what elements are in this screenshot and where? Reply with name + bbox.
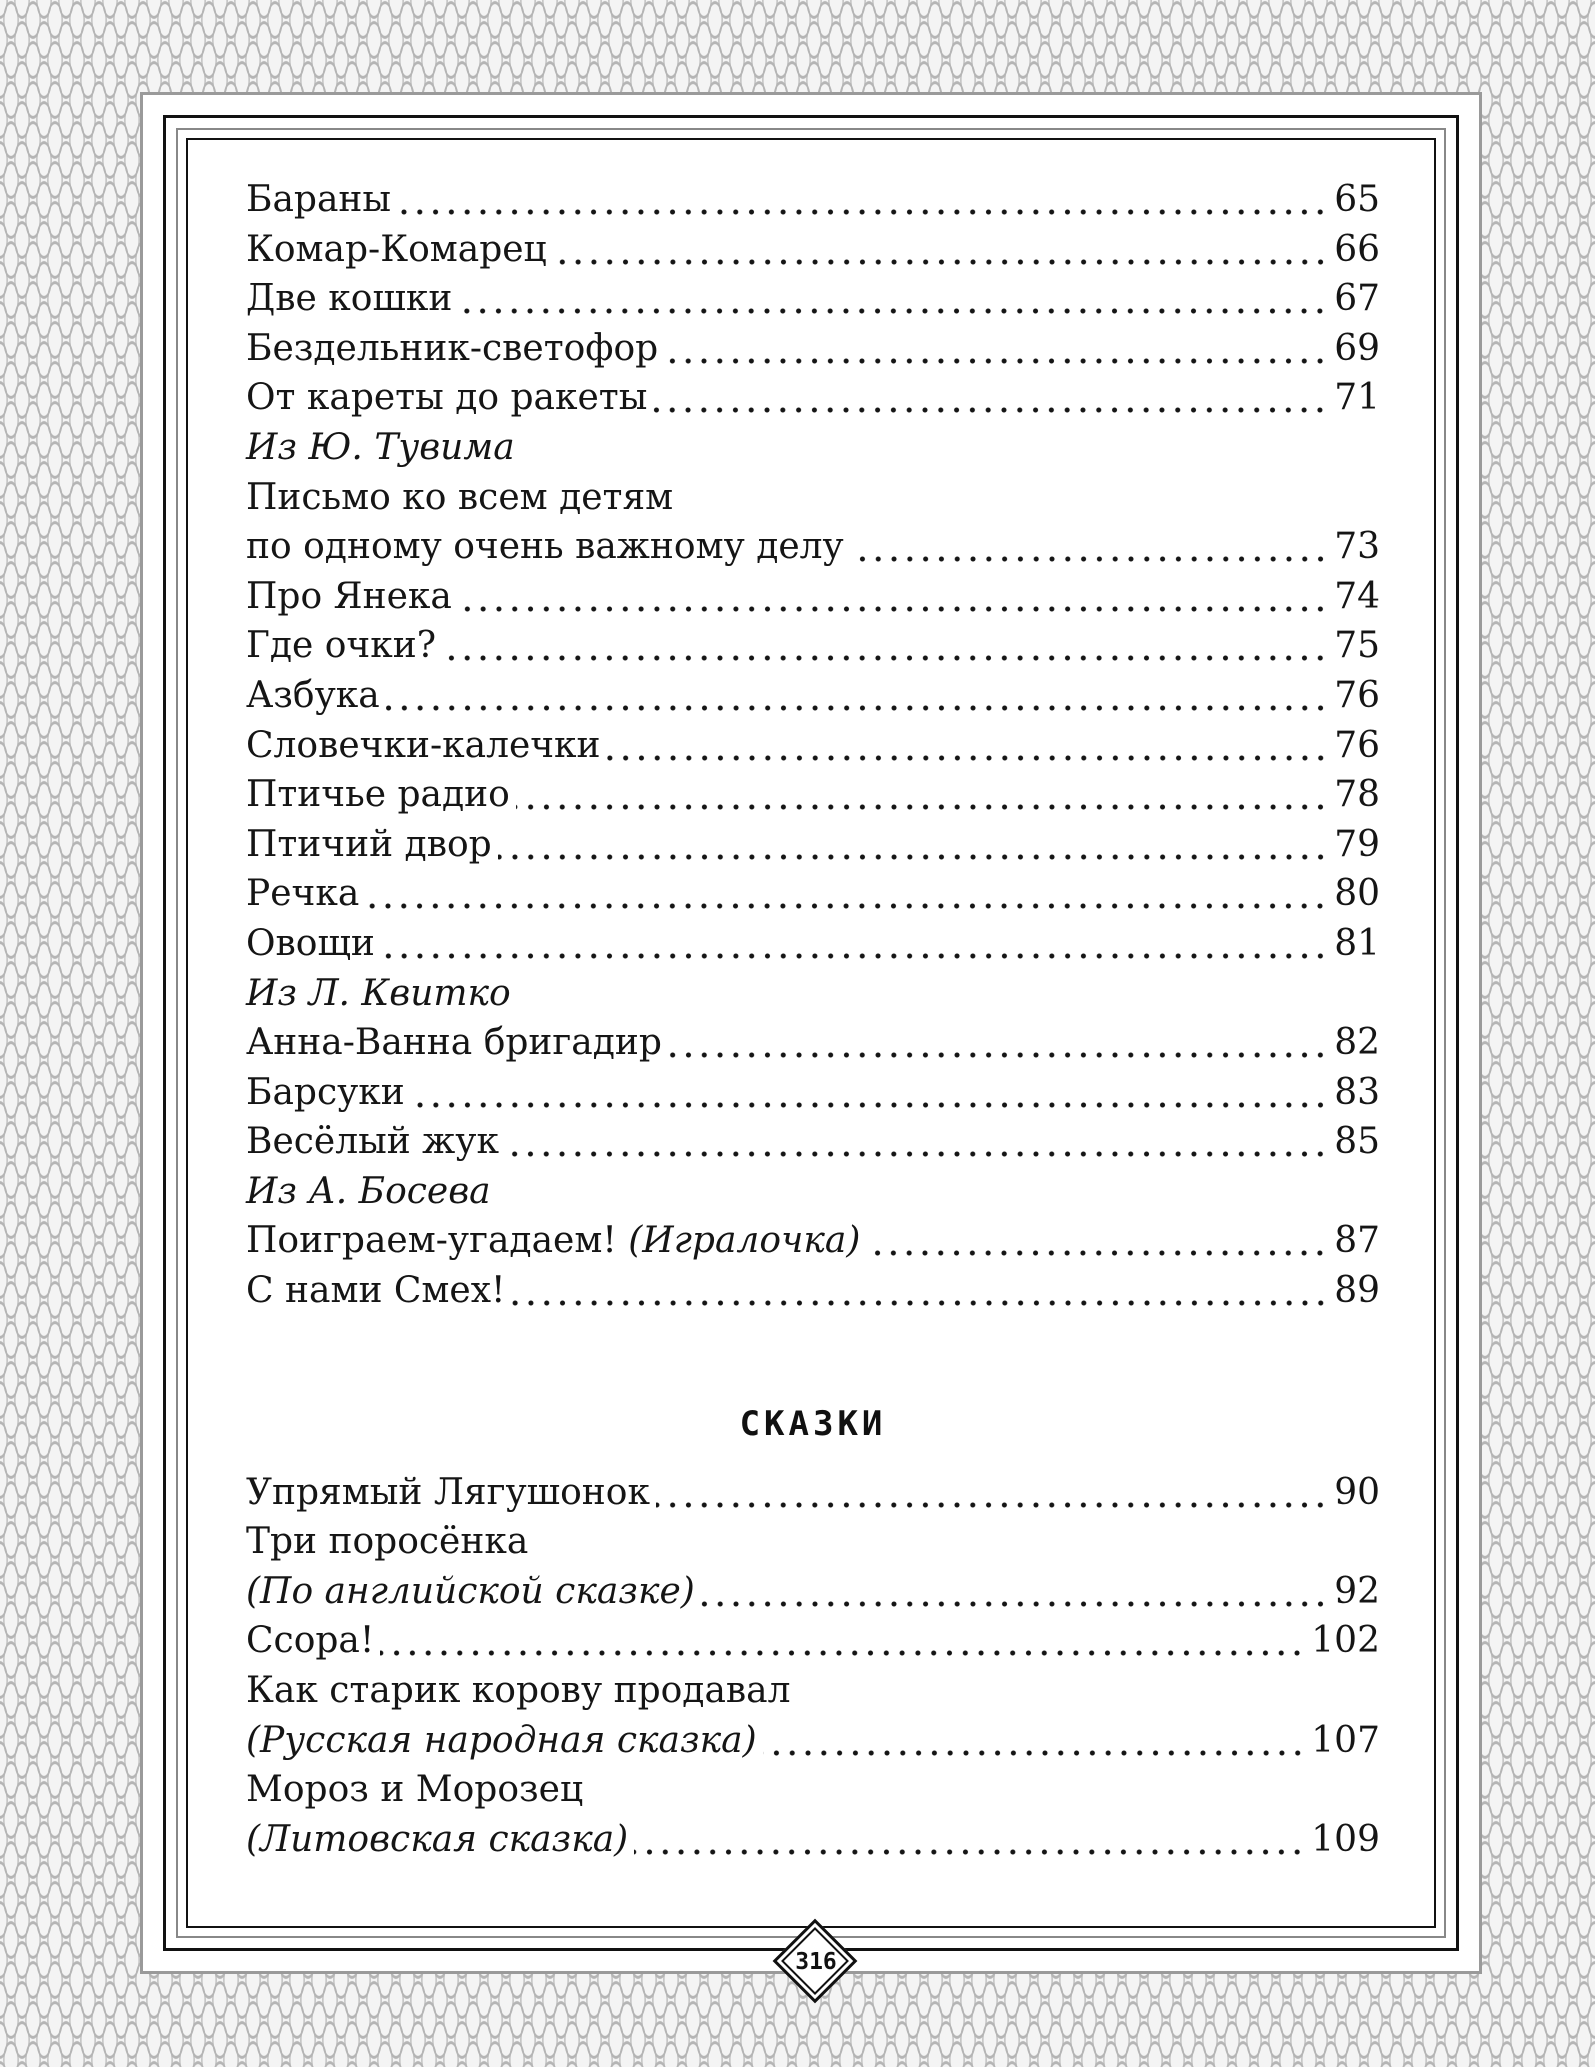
dot-leader — [397, 175, 1328, 225]
dot-leader — [664, 324, 1328, 374]
toc-page-number: 81 — [1334, 922, 1380, 964]
toc-entry — [246, 919, 1380, 969]
dot-leader — [516, 770, 1328, 820]
dot-leader — [701, 1567, 1328, 1617]
toc-entry-title: Птичий двор — [246, 823, 492, 865]
dot-leader — [381, 919, 1328, 969]
toc-author-heading — [246, 1167, 1380, 1217]
toc-page-number: 85 — [1334, 1121, 1380, 1163]
toc-author-heading — [246, 969, 1380, 1019]
dot-leader — [553, 225, 1328, 275]
toc-page-number: 76 — [1334, 724, 1380, 766]
dot-leader — [380, 1616, 1305, 1666]
dot-leader — [458, 572, 1328, 622]
table-of-contents — [246, 175, 1380, 1864]
toc-part-poems — [246, 175, 1380, 1316]
toc-entry-title: Из Л. Квитко — [246, 972, 511, 1014]
toc-page-number: 87 — [1334, 1220, 1380, 1262]
toc-entry-title: С нами Смех! — [246, 1270, 506, 1312]
toc-page-number: 107 — [1311, 1719, 1380, 1761]
toc-entry — [246, 522, 1380, 572]
toc-entry — [246, 324, 1380, 374]
toc-page-number: 71 — [1334, 377, 1380, 419]
toc-page-number: 82 — [1334, 1022, 1380, 1064]
toc-page-number: 80 — [1334, 873, 1380, 915]
toc-entry — [246, 1068, 1380, 1118]
dot-leader — [607, 721, 1329, 771]
toc-author-heading — [246, 423, 1380, 473]
toc-entry-title: Из А. Босева — [246, 1170, 491, 1212]
toc-page-number: 83 — [1334, 1071, 1380, 1113]
dot-leader — [505, 1117, 1328, 1167]
page-number: 316 — [795, 1949, 837, 1975]
toc-entry — [246, 721, 1380, 771]
toc-entry — [246, 274, 1380, 324]
toc-page-number: 102 — [1311, 1620, 1380, 1662]
toc-entry — [246, 572, 1380, 622]
toc-entry — [246, 770, 1380, 820]
toc-page-number: 78 — [1334, 774, 1380, 816]
page-number-badge — [771, 1917, 861, 2007]
toc-page-number: 73 — [1334, 526, 1380, 568]
toc-entry-title: Речка — [246, 873, 360, 915]
toc-entry — [246, 869, 1380, 919]
toc-entry-title: Как старик корову продавал — [246, 1670, 791, 1712]
toc-page-number: 92 — [1334, 1570, 1380, 1612]
toc-entry — [246, 1266, 1380, 1316]
toc-entry-title: От кареты до ракеты — [246, 377, 648, 419]
toc-entry — [246, 1666, 1380, 1716]
toc-entry-title: Комар-Комарец — [246, 228, 547, 270]
toc-entry-title: Из Ю. Тувима — [246, 426, 515, 468]
toc-entry-title: Бездельник-светофор — [246, 327, 659, 369]
toc-entry — [246, 1765, 1380, 1815]
toc-entry-title: Весёлый жук — [246, 1121, 499, 1163]
toc-page-number: 65 — [1334, 179, 1380, 220]
toc-entry-title: Ссора! — [246, 1620, 375, 1662]
toc-entry-subtitle: (Игралочка) — [628, 1220, 861, 1262]
toc-entry — [246, 473, 1380, 523]
section-title: СКАЗКИ — [739, 1403, 887, 1444]
toc-entry-title: Где очки? — [246, 625, 437, 667]
toc-page-number: 75 — [1334, 625, 1380, 667]
toc-page-number: 66 — [1334, 228, 1380, 270]
dot-leader — [512, 1266, 1329, 1316]
toc-entry — [246, 1815, 1380, 1865]
toc-entry-title: Три поросёнка — [246, 1521, 529, 1563]
toc-page-number: 79 — [1334, 823, 1380, 865]
toc-entry-title: Две кошки — [246, 278, 453, 320]
toc-entry-title: (Литовская сказка) — [246, 1818, 629, 1860]
toc-entry-title: Словечки-калечки — [246, 724, 601, 766]
toc-entry — [246, 225, 1380, 275]
toc-entry-title: Мороз и Морозец — [246, 1769, 584, 1811]
dot-leader — [458, 274, 1328, 324]
dot-leader — [365, 869, 1328, 919]
toc-entry-title: Барсуки — [246, 1071, 405, 1113]
toc-entry — [246, 1117, 1380, 1167]
toc-entry — [246, 1018, 1380, 1068]
toc-entry-title: Овощи — [246, 922, 375, 964]
toc-entry — [246, 1216, 1380, 1266]
dot-leader — [411, 1068, 1328, 1118]
toc-entry — [246, 1616, 1380, 1666]
toc-page-number: 109 — [1311, 1818, 1380, 1860]
toc-entry — [246, 1567, 1380, 1617]
toc-page-number: 74 — [1334, 575, 1380, 617]
dot-leader — [850, 522, 1328, 572]
toc-entry-title: Письмо ко всем детям — [246, 476, 674, 518]
toc-entry — [246, 1716, 1380, 1766]
toc-entry-title: (Русская народная сказка) — [246, 1719, 757, 1761]
dot-leader — [442, 621, 1328, 671]
toc-entry — [246, 820, 1380, 870]
dot-leader — [386, 671, 1328, 721]
toc-entry — [246, 175, 1380, 225]
toc-entry — [246, 671, 1380, 721]
dot-leader — [634, 1815, 1305, 1865]
toc-entry — [246, 621, 1380, 671]
toc-entry — [246, 373, 1380, 423]
toc-page-number: 76 — [1334, 674, 1380, 716]
toc-entry-title: Поиграем-угадаем! (Игралочка) — [246, 1220, 861, 1262]
dot-leader — [763, 1716, 1306, 1766]
toc-page-number: 90 — [1334, 1471, 1380, 1513]
toc-page-number: 67 — [1334, 278, 1380, 320]
toc-entry — [246, 1468, 1380, 1518]
dot-leader — [498, 820, 1328, 870]
dot-leader — [656, 1468, 1328, 1518]
toc-entry-title: Азбука — [246, 674, 380, 716]
toc-entry — [246, 1517, 1380, 1567]
toc-part-tales — [246, 1468, 1380, 1865]
toc-entry-title: Бараны — [246, 179, 392, 220]
toc-page-number: 69 — [1334, 327, 1380, 369]
dot-leader — [653, 373, 1328, 423]
toc-page-number: 89 — [1334, 1270, 1380, 1312]
toc-entry-title: Птичье радио — [246, 774, 510, 816]
toc-entry-title: Анна-Ванна бригадир — [246, 1022, 662, 1064]
toc-entry-title: по одному очень важному делу — [246, 526, 844, 568]
dot-leader — [866, 1216, 1328, 1266]
toc-entry-title: Про Янека — [246, 575, 452, 617]
dot-leader — [668, 1018, 1328, 1068]
toc-entry-title: Упрямый Лягушонок — [246, 1471, 650, 1513]
toc-entry-title: (По английской сказке) — [246, 1570, 695, 1612]
